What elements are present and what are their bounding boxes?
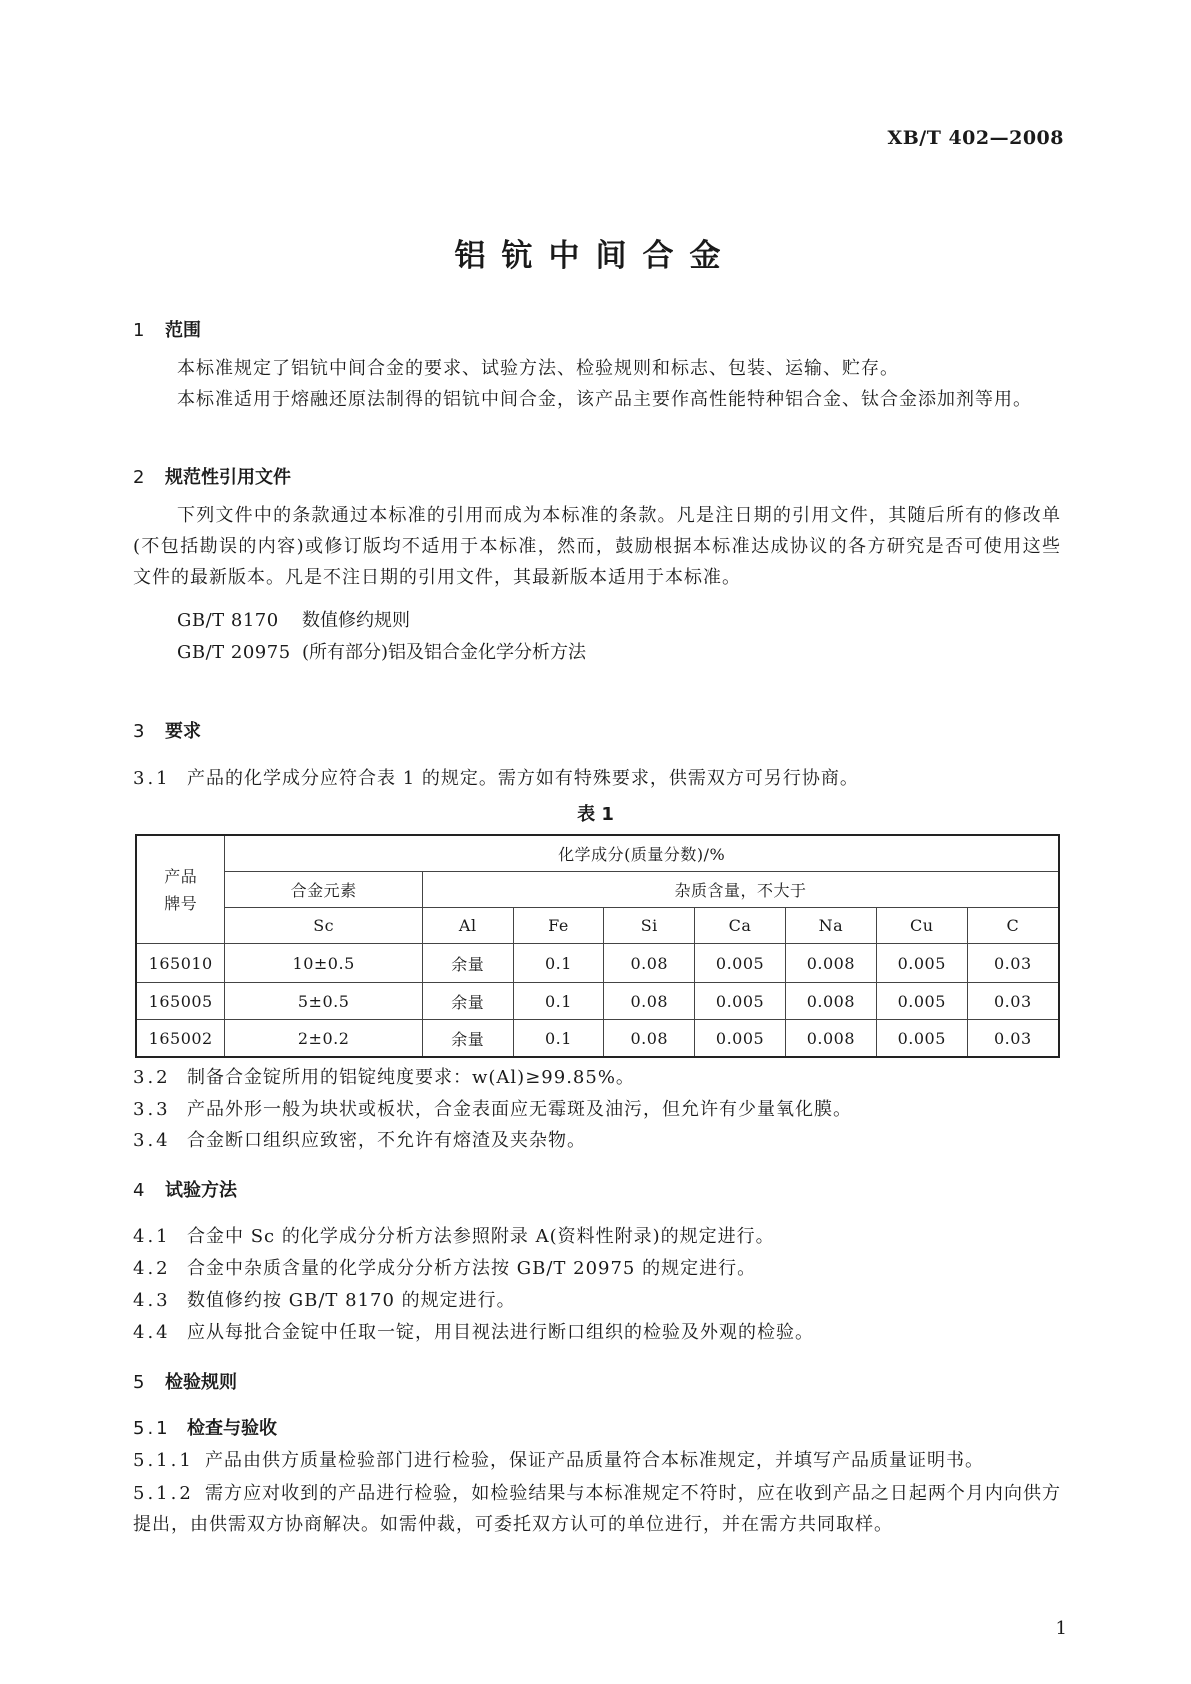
- table-cell: 0.1: [513, 1020, 604, 1058]
- table-cell: 余量: [422, 944, 513, 983]
- clause-text: 产品的化学成分应符合表 1 的规定。需方如有特殊要求，供需双方可另行协商。: [187, 768, 859, 789]
- clause-number: 4.1: [133, 1226, 171, 1247]
- clause-text: 应从每批合金锭中任取一锭，用目视法进行断口组织的检验及外观的检验。: [187, 1322, 814, 1343]
- table-cell: 余量: [422, 983, 513, 1020]
- clause-text: 合金断口组织应致密，不允许有熔渣及夹杂物。: [187, 1130, 586, 1151]
- table-cell: 0.1: [513, 944, 604, 983]
- reference-item: [177, 606, 410, 632]
- clause-3-3: [133, 1095, 852, 1121]
- section-heading-4: [133, 1176, 237, 1202]
- table-cell: 0.008: [785, 944, 876, 983]
- section-title: 范围: [165, 320, 201, 341]
- table-cell: 0.005: [876, 944, 967, 983]
- clause-number: 5.1.1: [133, 1450, 194, 1471]
- table-row: [136, 1020, 1059, 1058]
- table-cell: 0.005: [695, 1020, 786, 1058]
- table-cell: 0.03: [967, 1020, 1059, 1058]
- section-number: 3: [133, 721, 145, 742]
- table-cell: 165005: [136, 983, 225, 1020]
- clause-number: 5.1.2: [133, 1483, 194, 1504]
- section-title: 检验规则: [165, 1372, 237, 1393]
- clause-text: 制备合金锭所用的铝锭纯度要求：w(Al)≥99.85%。: [187, 1067, 635, 1088]
- section-heading-3: [133, 717, 201, 743]
- table-cell: 0.08: [604, 944, 695, 983]
- paragraph: 本标准规定了铝钪中间合金的要求、试验方法、检验规则和标志、包装、运输、贮存。: [177, 358, 899, 379]
- reference-item: [177, 638, 586, 664]
- section-heading-2: [133, 463, 291, 489]
- table-cell: 0.08: [604, 983, 695, 1020]
- product-header-cell: 产品 牌号: [136, 835, 225, 944]
- clause-text: 需方应对收到的产品进行检验，如检验结果与本标准规定不符时，应在收到产品之日起两个月内向供方提出，由供需双方协商解决。如需仲裁，可委托双方认可的单位进行，并在需方共同取样。: [133, 1483, 1061, 1535]
- clause-4-1: [133, 1222, 775, 1248]
- table-caption: 表 1: [577, 804, 614, 825]
- section-heading-1: [133, 316, 201, 342]
- table-cell: 余量: [422, 1020, 513, 1058]
- clause-number: 3.1: [133, 768, 171, 789]
- table-cell: 0.08: [604, 1020, 695, 1058]
- column-header-cell: C: [967, 908, 1059, 944]
- clause-5-1-1: [133, 1446, 984, 1472]
- impurity-header-cell: 杂质含量，不大于: [422, 872, 1059, 908]
- clause-number: 4.2: [133, 1258, 171, 1279]
- clause-number: 3.3: [133, 1099, 171, 1120]
- table-cell: 0.005: [876, 983, 967, 1020]
- clause-3-4: [133, 1126, 586, 1152]
- paragraph: 本标准适用于熔融还原法制得的铝钪中间合金，该产品主要作高性能特种铝合金、钛合金添加剂等用。: [177, 389, 1032, 410]
- subsection-number: 5.1: [133, 1418, 171, 1439]
- clause-number: 3.4: [133, 1130, 171, 1151]
- section-title: 试验方法: [165, 1180, 237, 1201]
- table-cell: 0.03: [967, 983, 1059, 1020]
- table-cell: 0.1: [513, 983, 604, 1020]
- table-row: [136, 983, 1059, 1020]
- table-cell: 5±0.5: [225, 983, 422, 1020]
- table-row: [136, 944, 1059, 983]
- column-header-cell: Al: [422, 908, 513, 944]
- section-number: 1: [133, 320, 145, 341]
- section-number: 5: [133, 1372, 145, 1393]
- section-title: 要求: [165, 721, 201, 742]
- reference-title: 数值修约规则: [302, 610, 410, 631]
- table-cell: 165010: [136, 944, 225, 983]
- column-header-cell: Fe: [513, 908, 604, 944]
- alloy-element-header-cell: 合金元素: [225, 872, 422, 908]
- subsection-title: 检查与验收: [187, 1418, 277, 1439]
- chemical-composition-table: [135, 834, 1060, 1058]
- reference-code: GB/T 8170: [177, 610, 279, 631]
- clause-number: 4.4: [133, 1322, 171, 1343]
- clause-4-2: [133, 1254, 756, 1280]
- reference-code: GB/T 20975: [177, 642, 291, 663]
- table-cell: 0.005: [876, 1020, 967, 1058]
- document-title: 铝钪中间合金: [454, 238, 737, 274]
- clause-text: 产品外形一般为块状或板状，合金表面应无霉斑及油污，但允许有少量氧化膜。: [187, 1099, 852, 1120]
- table-cell: 0.005: [695, 983, 786, 1020]
- page-number: 1: [1055, 1618, 1067, 1639]
- clause-text: 数值修约按 GB/T 8170 的规定进行。: [187, 1290, 516, 1311]
- table-cell: 0.008: [785, 1020, 876, 1058]
- section-number: 2: [133, 467, 145, 488]
- clause-text: 合金中 Sc 的化学成分分析方法参照附录 A(资料性附录)的规定进行。: [187, 1226, 775, 1247]
- column-header-cell: Si: [604, 908, 695, 944]
- column-header-cell: Na: [785, 908, 876, 944]
- column-header-cell: Ca: [695, 908, 786, 944]
- column-header-cell: Cu: [876, 908, 967, 944]
- clause-number: 3.2: [133, 1067, 171, 1088]
- paragraph: 下列文件中的条款通过本标准的引用而成为本标准的条款。凡是注日期的引用文件，其随后所有的修改单(不包括勘误的内容)或修订版均不适用于本标准，然而，鼓励根据本标准达成协议的各方研究是否可使用这些文件的最新版本。凡是不注日期的引用文件，其最新版本适用于本标准。: [133, 505, 1061, 588]
- section-title: 规范性引用文件: [165, 467, 291, 488]
- table-cell: 0.008: [785, 983, 876, 1020]
- column-header-cell: Sc: [225, 908, 422, 944]
- clause-4-4: [133, 1318, 814, 1344]
- clause-number: 4.3: [133, 1290, 171, 1311]
- table-cell: 0.03: [967, 944, 1059, 983]
- clause-4-3: [133, 1286, 516, 1312]
- standard-code: XB/T 402—2008: [887, 127, 1064, 149]
- table-cell: 2±0.2: [225, 1020, 422, 1058]
- section-heading-5: [133, 1368, 237, 1394]
- table-cell: 10±0.5: [225, 944, 422, 983]
- clause-text: 产品由供方质量检验部门进行检验，保证产品质量符合本标准规定，并填写产品质量证明书。: [205, 1450, 984, 1471]
- clause-5-1-2: [133, 1478, 1061, 1540]
- clause-text: 合金中杂质含量的化学成分分析方法按 GB/T 20975 的规定进行。: [187, 1258, 757, 1279]
- subsection-heading-5-1: [133, 1414, 277, 1440]
- reference-title: (所有部分)铝及铝合金化学分析方法: [302, 642, 587, 663]
- clause-3-2: [133, 1063, 635, 1089]
- composition-header-cell: 化学成分(质量分数)/%: [225, 835, 1059, 872]
- table-cell: 165002: [136, 1020, 225, 1058]
- section-number: 4: [133, 1180, 145, 1201]
- table-cell: 0.005: [695, 944, 786, 983]
- clause-3-1: [133, 764, 859, 790]
